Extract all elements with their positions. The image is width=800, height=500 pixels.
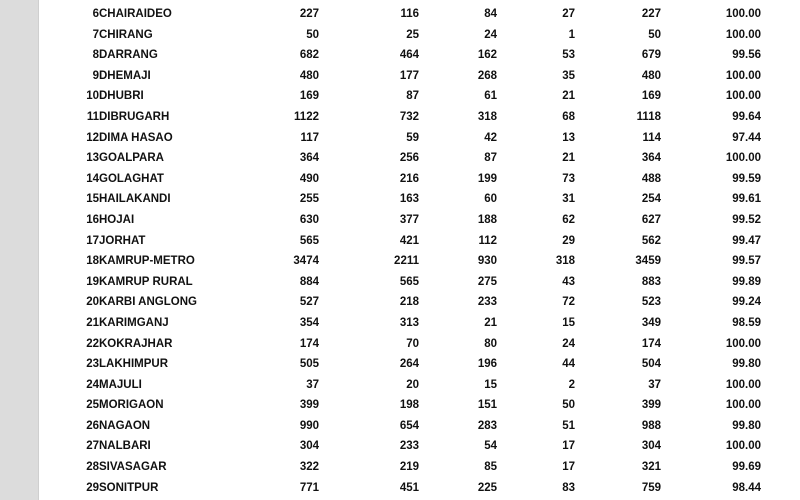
serial-number-cell: 16 [86,213,99,226]
table-row [39,169,761,190]
serial-number-cell: 10 [86,90,99,103]
district-name-cell: HOJAI [99,213,135,226]
district-name-cell: KOKRAJHAR [99,337,173,350]
value-cell: 13 [562,131,575,144]
value-cell: 25 [406,28,419,41]
percentage-cell: 100.00 [725,378,761,391]
value-cell: 399 [641,399,661,412]
value-cell: 732 [399,110,419,123]
serial-number-cell: 13 [86,152,99,165]
value-cell: 504 [641,358,661,371]
percentage-cell: 99.59 [732,172,761,185]
value-cell: 21 [562,90,575,103]
value-cell: 198 [399,399,419,412]
value-cell: 988 [641,419,661,432]
table-row [39,128,761,149]
district-name-cell: DIMA HASAO [99,131,173,144]
table-row [39,210,761,231]
value-cell: 1122 [294,110,319,123]
value-cell: 116 [400,8,419,20]
table-row [39,272,761,293]
value-cell: 2211 [394,255,419,268]
table-row [39,107,761,128]
value-cell: 17 [562,461,575,474]
value-cell: 233 [399,440,419,453]
value-cell: 151 [477,399,497,412]
percentage-cell: 99.69 [732,461,761,474]
value-cell: 20 [406,378,419,391]
percentage-cell: 99.80 [732,358,761,371]
serial-number-cell: 7 [92,28,99,41]
value-cell: 218 [399,296,419,309]
table-row [39,416,761,437]
value-cell: 2 [568,378,575,391]
percentage-cell: 100.00 [725,28,761,41]
value-cell: 225 [477,481,497,494]
district-name-cell: SIVASAGAR [99,461,167,474]
serial-number-cell: 20 [86,296,99,309]
table-row [39,478,761,499]
value-cell: 162 [477,49,497,62]
serial-number-cell: 14 [86,172,99,185]
value-cell: 654 [399,419,419,432]
value-cell: 35 [562,69,575,82]
value-cell: 50 [648,28,661,41]
value-cell: 29 [562,234,575,247]
value-cell: 42 [484,131,497,144]
value-cell: 318 [477,110,497,123]
serial-number-cell: 22 [86,337,99,350]
value-cell: 68 [562,110,575,123]
value-cell: 264 [399,358,419,371]
table-row [39,66,761,87]
percentage-cell: 100.00 [725,440,761,453]
percentage-cell: 100.00 [725,152,761,165]
percentage-cell: 99.56 [732,49,761,62]
value-cell: 51 [562,419,575,432]
district-name-cell: DHEMAJI [99,69,151,82]
value-cell: 364 [641,152,661,165]
serial-number-cell: 18 [86,255,99,268]
district-name-cell: GOALPARA [99,152,164,165]
serial-number-cell: 24 [86,378,99,391]
district-name-cell: MAJULI [99,378,142,391]
value-cell: 930 [477,255,497,268]
value-cell: 354 [299,316,319,329]
value-cell: 313 [399,316,419,329]
serial-number-cell: 25 [86,399,99,412]
value-cell: 60 [484,193,497,206]
value-cell: 480 [641,69,661,82]
value-cell: 523 [641,296,661,309]
serial-number-cell: 9 [92,69,99,82]
value-cell: 451 [399,481,419,494]
percentage-cell: 100.00 [725,337,761,350]
district-name-cell: JORHAT [99,234,146,247]
value-cell: 883 [641,275,661,288]
district-name-cell: DIBRUGARH [99,110,170,123]
percentage-cell: 99.47 [732,234,761,247]
value-cell: 377 [399,213,419,226]
value-cell: 562 [641,234,661,247]
value-cell: 24 [484,28,497,41]
serial-number-cell: 26 [86,419,99,432]
district-name-cell: SONITPUR [99,481,159,494]
district-name-cell: GOLAGHAT [99,172,164,185]
value-cell: 630 [299,213,319,226]
table-row [39,4,761,25]
value-cell: 70 [406,337,419,350]
value-cell: 464 [399,49,419,62]
serial-number-cell: 27 [86,440,99,453]
value-cell: 480 [299,69,319,82]
value-cell: 15 [562,316,575,329]
table-row [39,25,761,46]
serial-number-cell: 21 [86,316,99,329]
value-cell: 421 [399,234,419,247]
percentage-cell: 99.61 [732,193,761,206]
value-cell: 27 [562,8,575,20]
value-cell: 3459 [635,255,661,268]
table-row [39,313,761,334]
serial-number-cell: 19 [86,275,99,288]
serial-number-cell: 12 [86,131,99,144]
percentage-cell: 100.00 [725,90,761,103]
serial-number-cell: 29 [86,481,99,494]
table-row [39,334,761,355]
table-row [39,354,761,375]
value-cell: 21 [562,152,575,165]
value-cell: 62 [562,213,575,226]
serial-number-cell: 17 [86,234,99,247]
district-name-cell: KAMRUP-METRO [99,255,195,268]
table-row [39,436,761,457]
value-cell: 627 [641,213,661,226]
percentage-cell: 100.00 [725,399,761,412]
value-cell: 3474 [293,255,319,268]
value-cell: 59 [406,131,419,144]
value-cell: 318 [555,255,575,268]
value-cell: 275 [477,275,497,288]
value-cell: 565 [299,234,319,247]
value-cell: 321 [641,461,661,474]
percentage-cell: 99.64 [732,110,761,123]
district-name-cell: KARIMGANJ [99,316,169,329]
value-cell: 87 [406,90,419,103]
value-cell: 163 [399,193,419,206]
district-name-cell: DHUBRI [99,90,144,103]
value-cell: 50 [562,399,575,412]
value-cell: 174 [641,337,661,350]
value-cell: 505 [299,358,319,371]
value-cell: 771 [299,481,319,494]
percentage-cell: 100.00 [725,69,761,82]
value-cell: 169 [299,90,319,103]
value-cell: 199 [477,172,497,185]
value-cell: 24 [562,337,575,350]
percentage-cell: 99.80 [732,419,761,432]
value-cell: 488 [641,172,661,185]
value-cell: 219 [399,461,419,474]
value-cell: 196 [477,358,497,371]
value-cell: 233 [477,296,497,309]
value-cell: 72 [562,296,575,309]
value-cell: 31 [562,193,575,206]
percentage-cell: 99.24 [732,296,761,309]
value-cell: 565 [399,275,419,288]
district-name-cell: MORIGAON [99,399,164,412]
value-cell: 15 [484,378,497,391]
table-row [39,189,761,210]
value-cell: 679 [641,49,661,62]
value-cell: 117 [300,131,319,144]
value-cell: 304 [299,440,319,453]
value-cell: 54 [484,440,497,453]
district-name-cell: LAKHIMPUR [99,358,168,371]
percentage-cell: 97.44 [732,131,761,144]
value-cell: 177 [399,69,419,82]
serial-number-cell: 11 [86,110,99,123]
value-cell: 254 [641,193,661,206]
value-cell: 174 [299,337,319,350]
serial-number-cell: 6 [92,8,99,20]
table-row [39,292,761,313]
value-cell: 490 [299,172,319,185]
results-table [39,4,761,498]
table-row [39,457,761,478]
district-name-cell: CHAIRAIDEO [99,8,172,20]
value-cell: 256 [399,152,419,165]
document-page [38,0,800,500]
serial-number-cell: 23 [86,358,99,371]
table-body [39,4,761,498]
percentage-cell: 98.44 [732,481,761,494]
value-cell: 990 [299,419,319,432]
district-name-cell: KAMRUP RURAL [99,275,193,288]
table-row [39,231,761,252]
value-cell: 73 [562,172,575,185]
value-cell: 527 [299,296,319,309]
serial-number-cell: 8 [92,49,99,62]
value-cell: 43 [562,275,575,288]
value-cell: 83 [562,481,575,494]
value-cell: 349 [641,316,661,329]
value-cell: 50 [306,28,319,41]
value-cell: 759 [641,481,661,494]
district-name-cell: NALBARI [99,440,151,453]
percentage-cell: 99.52 [732,213,761,226]
value-cell: 53 [562,49,575,62]
district-name-cell: HAILAKANDI [99,193,171,206]
value-cell: 112 [478,234,497,247]
value-cell: 17 [562,440,575,453]
table-row [39,86,761,107]
value-cell: 114 [642,131,661,144]
percentage-cell: 99.57 [732,255,761,268]
serial-number-cell: 28 [86,461,99,474]
value-cell: 37 [306,378,319,391]
value-cell: 84 [484,8,497,20]
district-name-cell: NAGAON [99,419,151,432]
serial-number-cell: 15 [86,193,99,206]
value-cell: 227 [299,8,319,20]
value-cell: 85 [484,461,497,474]
percentage-cell: 99.89 [732,275,761,288]
value-cell: 283 [477,419,497,432]
value-cell: 87 [484,152,497,165]
value-cell: 188 [477,213,497,226]
value-cell: 216 [399,172,419,185]
value-cell: 399 [299,399,319,412]
table-row [39,251,761,272]
value-cell: 169 [641,90,661,103]
value-cell: 227 [641,8,661,20]
table-row [39,375,761,396]
value-cell: 37 [648,378,661,391]
district-name-cell: KARBI ANGLONG [99,296,197,309]
value-cell: 1 [568,28,575,41]
value-cell: 21 [484,316,497,329]
value-cell: 884 [299,275,319,288]
table-row [39,148,761,169]
percentage-cell: 100.00 [725,8,761,20]
percentage-cell: 98.59 [732,316,761,329]
value-cell: 44 [562,358,575,371]
value-cell: 682 [299,49,319,62]
value-cell: 304 [641,440,661,453]
value-cell: 80 [484,337,497,350]
value-cell: 1118 [636,110,661,123]
value-cell: 268 [477,69,497,82]
table-row [39,45,761,66]
table-row [39,395,761,416]
value-cell: 255 [299,193,319,206]
value-cell: 364 [299,152,319,165]
value-cell: 61 [484,90,497,103]
district-name-cell: CHIRANG [99,28,153,41]
district-name-cell: DARRANG [99,49,158,62]
value-cell: 322 [299,461,319,474]
